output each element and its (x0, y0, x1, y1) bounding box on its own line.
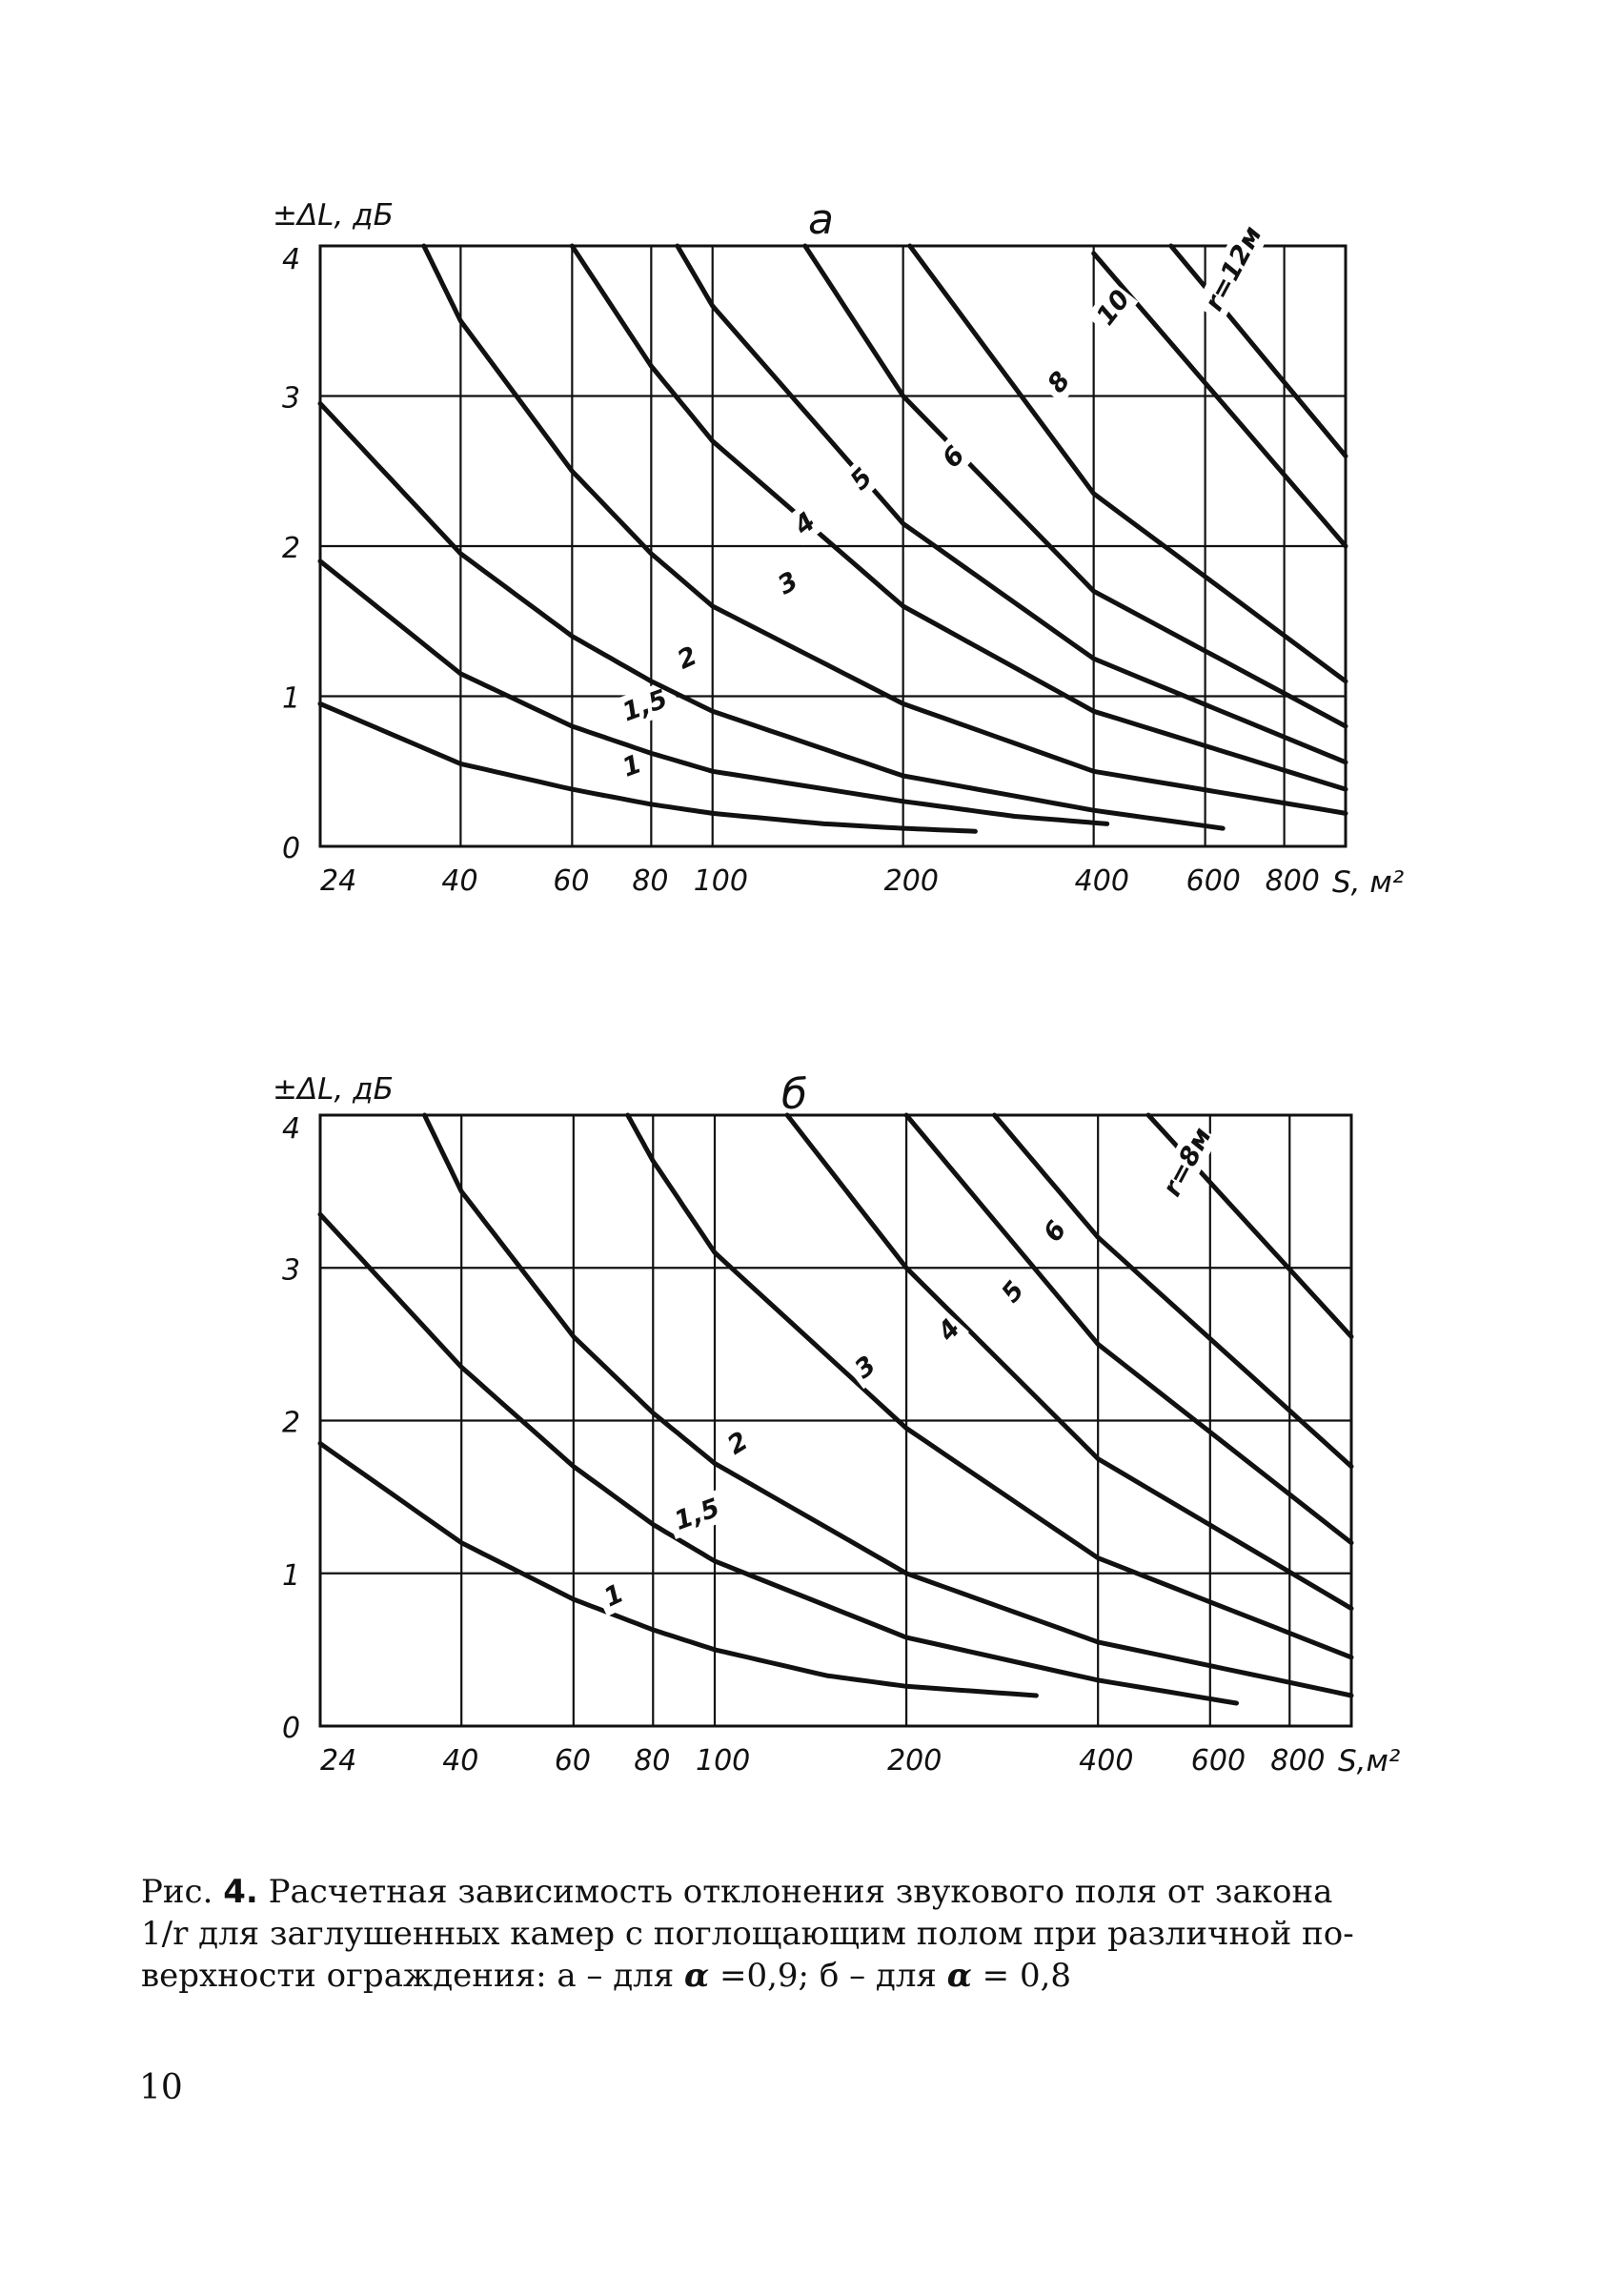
curve-label-6: 6 (1038, 1215, 1073, 1248)
caption-line-3 (141, 1955, 1475, 1997)
x-tick-label: 800 (1265, 864, 1320, 898)
curve-label-4: 4 (788, 506, 821, 541)
caption-line-3-end: = 0,8 (971, 1957, 1072, 1995)
x-tick-label: 200 (883, 864, 939, 898)
caption-line-2: 1/r для заглушенных камер с поглощающим полом при различной по- (141, 1915, 1354, 1953)
caption-prefix: Рис. (141, 1873, 224, 1911)
curve-label-r=8м: r=8м (1157, 1123, 1218, 1202)
x-tick-label: 80 (634, 1744, 671, 1778)
curve-label-1: 1 (599, 1578, 629, 1614)
x-tick-label: 24 (320, 1744, 357, 1778)
curve-label-2: 2 (722, 1426, 754, 1461)
curve-3 (628, 1115, 1351, 1657)
x-tick-label: 24 (320, 864, 357, 898)
y-tick-label: 3 (282, 1253, 301, 1288)
y-tick-label: 3 (282, 381, 301, 416)
x-tick-label: 800 (1270, 1744, 1326, 1778)
x-tick-label: 80 (632, 864, 669, 898)
x-tick-label: 60 (553, 864, 590, 898)
curve-label-6: 6 (937, 440, 971, 475)
x-tick-label: 40 (441, 864, 478, 898)
chart-title: а (808, 195, 834, 244)
x-tick-label: 100 (693, 864, 748, 898)
y-tick-label: 0 (282, 1712, 301, 1745)
x-axis-label: S,м² (1338, 1744, 1401, 1778)
x-tick-label: 60 (554, 1744, 592, 1778)
curve-1 (320, 1444, 1036, 1697)
y-tick-label: 4 (282, 243, 301, 276)
curve-label-5: 5 (844, 462, 879, 497)
y-axis-label: ±ΔL, дБ (273, 198, 394, 233)
caption-line-1 (141, 1871, 1475, 1913)
y-tick-label: 1 (282, 681, 301, 716)
x-tick-label: 200 (887, 1744, 942, 1778)
curve-label-10: 10 (1090, 284, 1137, 332)
y-tick-label: 1 (282, 1558, 301, 1593)
curve-label-5: 5 (996, 1275, 1031, 1309)
y-tick-label: 4 (282, 1112, 301, 1146)
curve-label-8: 8 (1042, 366, 1077, 399)
y-axis-label: ±ΔL, дБ (273, 1072, 394, 1107)
curve-label-3: 3 (849, 1350, 882, 1385)
curve-label-1: 1 (618, 749, 646, 783)
chart-title: б (781, 1070, 808, 1119)
caption-line-3-start: верхности ограждения: а – для (141, 1957, 685, 1995)
caption-alpha-1: α (684, 1957, 710, 1995)
y-tick-label: 0 (282, 832, 301, 865)
curve-2 (425, 1115, 1352, 1696)
curve-label-1,5: 1,5 (670, 1493, 724, 1536)
figure-caption (141, 1871, 1475, 1997)
y-tick-label: 2 (282, 532, 301, 565)
x-tick-label: 600 (1190, 1744, 1246, 1778)
page-number: 10 (139, 2068, 183, 2107)
curve-label-r=12м: r=12м (1199, 221, 1268, 316)
caption-line-1-text: Расчетная зависимость отклонения звукового поля от закона (257, 1873, 1333, 1911)
curve-label-3: 3 (773, 566, 803, 601)
x-axis-label: S, м² (1332, 865, 1405, 900)
caption-line-3-middle: =0,9; б – для (709, 1957, 947, 1995)
x-tick-label: 40 (442, 1744, 479, 1778)
caption-alpha-2: α (946, 1957, 972, 1995)
x-tick-label: 100 (696, 1744, 751, 1778)
y-tick-label: 2 (282, 1406, 301, 1440)
curve-label-2: 2 (673, 640, 702, 676)
x-tick-label: 600 (1185, 864, 1241, 898)
curve-label-1,5: 1,5 (618, 683, 672, 728)
curve-label-4: 4 (932, 1313, 966, 1347)
caption-figure-number: 4. (223, 1873, 258, 1911)
x-tick-label: 400 (1079, 1744, 1134, 1778)
x-tick-label: 400 (1074, 864, 1129, 898)
